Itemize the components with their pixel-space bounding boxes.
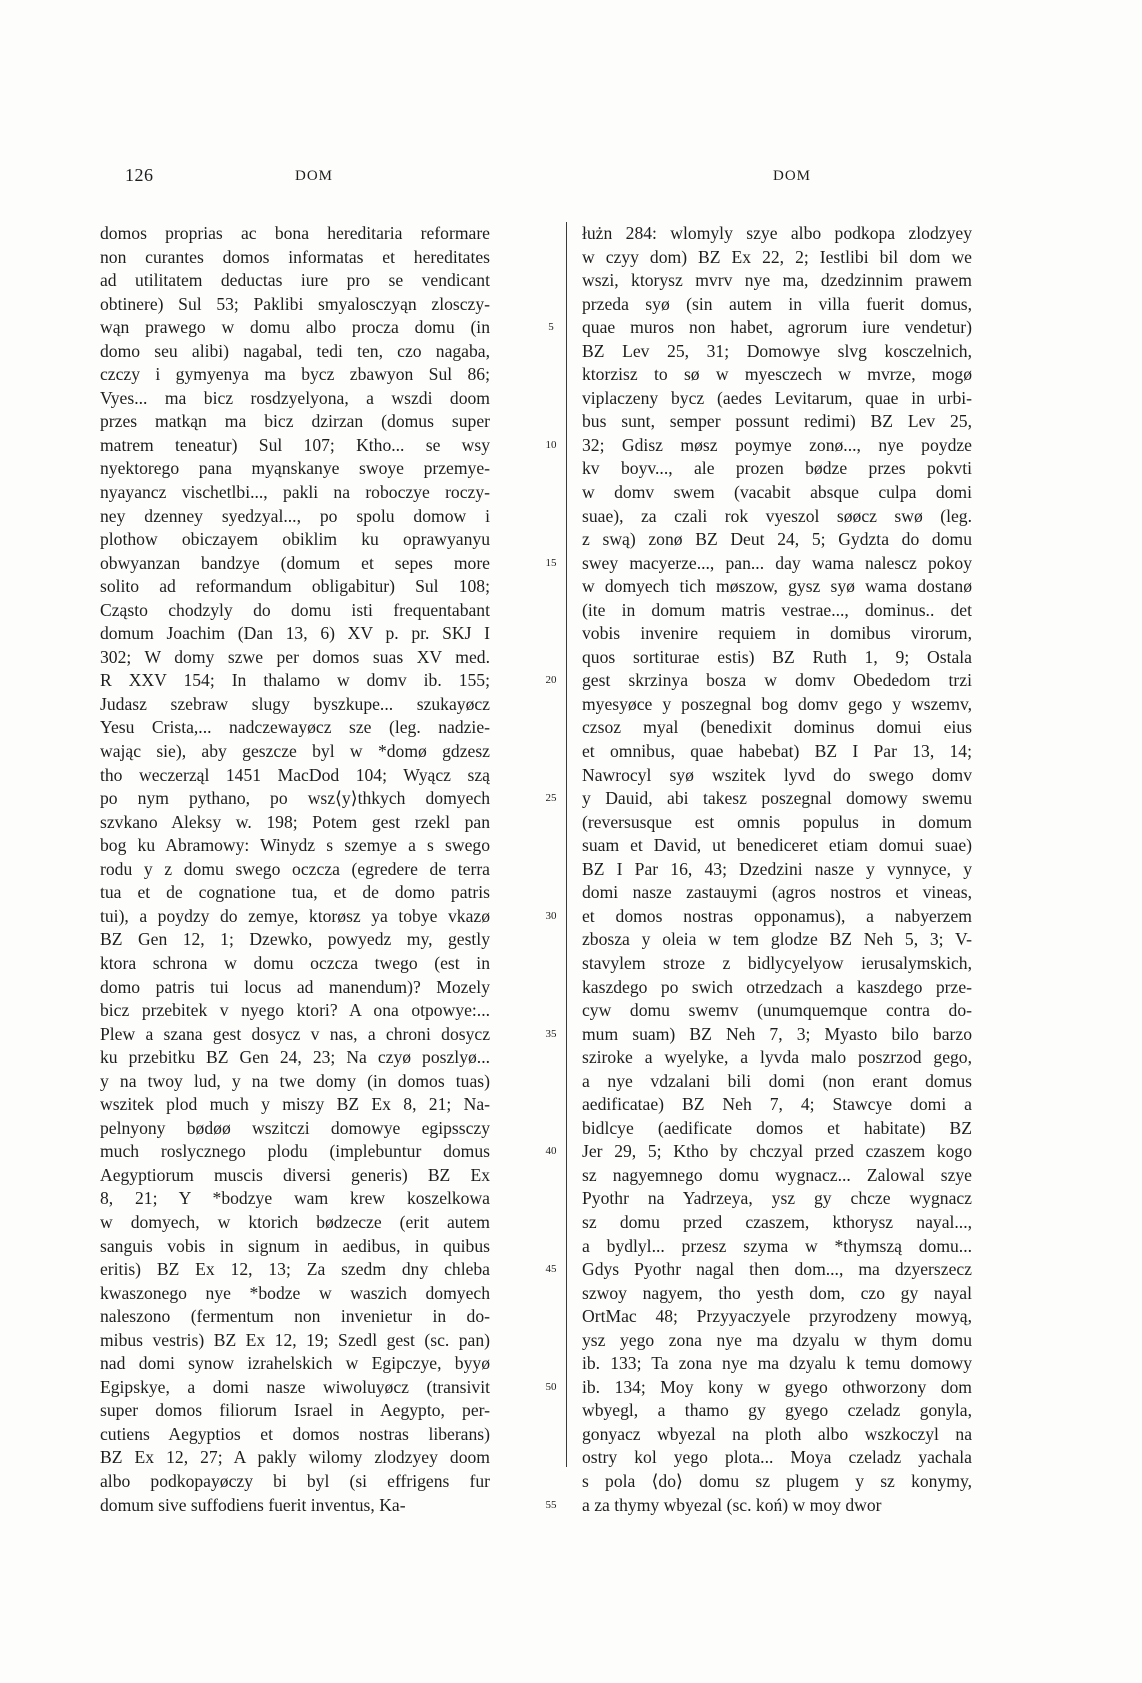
right-column	[582, 222, 972, 1517]
text-line: BZ Lev 25, 31; Domowye slvg kosczelnich,	[582, 340, 972, 361]
text-line: tua et de cognatione tua, et de domo patris	[100, 882, 490, 903]
text-line: wając sie), aby geszcze byl w *domø gdzesz	[100, 741, 490, 762]
text-line: viplaczeny bycz (aedes Levitarum, quae in urbi-	[582, 387, 972, 408]
text-line: przeda syø (sin autem in villa fuerit domus,	[582, 293, 972, 314]
line-number: 10	[545, 438, 557, 451]
text-line: plothow obiczayem obiklim ku oprawyanyu	[100, 529, 490, 550]
text-line: sz domu przed czaszem, kthorysz nayal...,	[582, 1211, 972, 1232]
line-number: 20	[545, 674, 557, 687]
text-line: matrem teneatur) Sul 107; Ktho... se wsy	[100, 434, 490, 455]
text-line: Yesu Crista,... nadczewayøcz sze (leg. nadzie-	[100, 717, 490, 738]
text-line: zbosza y oleia w tem glodze BZ Neh 5, 3; V-	[582, 929, 972, 950]
text-line: myesyøce y poszegnal bog domv gego y wszemv,	[582, 693, 972, 714]
text-line: much roslycznego plodu (implebuntur domus	[100, 1141, 490, 1162]
text-line: a za thymy wbyezal (sc. koń) w moy dwor	[582, 1494, 882, 1515]
line-number: 50	[545, 1380, 557, 1393]
text-line: kaszdego po swich otrzedzach a kaszdego prze-	[582, 976, 972, 997]
text-line: Pyothr na Yadrzeya, ysz gy chcze wygnacz	[582, 1188, 972, 1209]
text-line: rodu y z domu swego oczcza (egredere de terra	[100, 858, 490, 879]
text-line: mibus vestris) BZ Ex 12, 19; Szedl gest (sc. pan)	[100, 1329, 490, 1350]
text-line: ku przebitku BZ Gen 24, 23; Na czyø poszlyø...	[100, 1047, 490, 1068]
text-line: wąn prawego w domu albo procza domu (in	[100, 317, 490, 338]
text-line: sziroke a wyelyke, a lyvda malo poszrzod gego,	[582, 1047, 972, 1068]
line-number: 35	[545, 1027, 557, 1040]
text-line: a bydlyl... przesz szyma w *thymszą domu...	[582, 1235, 972, 1256]
line-number: 30	[545, 909, 557, 922]
text-line: domos proprias ac bona hereditaria reformare	[100, 223, 490, 243]
text-line: w domv swem (vacabit absque culpa domi	[582, 482, 972, 503]
line-number: 15	[545, 556, 557, 569]
text-line: quos sortiturae estis) BZ Ruth 1, 9; Ostala	[582, 646, 972, 667]
text-line: sz nagyemnego domu wygnacz... Zalowal szye	[582, 1164, 972, 1185]
text-line: po nym pythano, po wsz⟨y⟩thkych domyech	[100, 788, 490, 809]
text-line: bidlcye (aedificate domos et habitate) BZ	[582, 1117, 972, 1138]
text-line: kv boyv..., ale prozen bødze przes pokvti	[582, 458, 972, 479]
text-line: BZ Ex 12, 27; A pakly wilomy zlodzyey doom	[100, 1447, 490, 1468]
text-line: w domyech, w ktorich bødzecze (erit autem	[100, 1211, 490, 1232]
text-line: kwaszonego nye *bodze w waszich domyech	[100, 1282, 490, 1303]
text-line: przes matkąn ma bicz dzirzan (domus super	[100, 411, 490, 432]
text-line: quae muros non habet, agrorum iure vendetur)	[582, 317, 972, 338]
line-number: 5	[548, 321, 554, 334]
text-line: z swą) zonø BZ Deut 24, 5; Gydzta do domu	[582, 529, 972, 550]
text-line: Plew a szana gest dosycz v nas, a chroni dosycz	[100, 1023, 490, 1044]
text-line: ib. 133; Ta zona nye ma dzyalu k temu domowy	[582, 1353, 972, 1374]
text-line: naleszono (fermentum non invenietur in do-	[100, 1306, 490, 1327]
text-line: s pola ⟨do⟩ domu sz plugem y sz konymy,	[582, 1470, 972, 1491]
text-line: (reversusque est omnis populus in domum	[582, 811, 972, 832]
left-column	[100, 222, 490, 1517]
text-line: ostry kol yego plota... Moya czeladz yachala	[582, 1447, 972, 1468]
text-line: pelnyony bødøø wszitczi domowye egipssczy	[100, 1117, 490, 1138]
text-line: Aegyptiorum muscis diversi generis) BZ Ex	[100, 1164, 490, 1185]
text-line: bicz przebitek v nyego ktori? A ona otpowye:...	[100, 1000, 490, 1021]
text-line: nyektorego pana myąnskanye swoye przemye-	[100, 458, 490, 479]
text-line: czczy i gymyenya ma bycz zbawyon Sul 86;	[100, 364, 490, 385]
line-number: 40	[545, 1145, 557, 1158]
text-line: domo patris tui locus ad manendum)? Mozely	[100, 976, 490, 997]
line-number: 45	[545, 1263, 557, 1276]
text-line: tho weczerząl 1451 MacDod 104; Wyącz szą	[100, 764, 490, 785]
text-line: domo seu alibi) nagabal, tedi ten, czo nagaba,	[100, 340, 490, 361]
text-line: sanguis vobis in signum in aedibus, in quibus	[100, 1235, 490, 1256]
text-line: et domos nostras opponamus), a nabyerzem	[582, 905, 972, 926]
column-divider	[566, 222, 567, 1467]
text-line: ib. 134; Moy kony w gyego othworzony dom	[582, 1376, 972, 1397]
text-line: (ite in domum matris vestrae..., dominus.. det	[582, 599, 972, 620]
text-line: y na twoy lud, y na twe domy (in domos tuas)	[100, 1070, 490, 1091]
text-line: ad utilitatem deductas iure pro se vendicant	[100, 270, 490, 291]
text-line: w czyy dom) BZ Ex 22, 2; Iestlibi bil dom we	[582, 246, 972, 267]
text-line: gest skrzinya bosza w domv Obededom trzi	[582, 670, 972, 691]
text-line: 302; W domy szwe per domos suas XV med.	[100, 646, 490, 667]
text-line: swey macyerze..., pan... day wama nalescz pokoy	[582, 552, 972, 573]
page-number: 126	[125, 165, 154, 185]
text-line: ktorzisz to sø w myesczech w mvrze, mogø	[582, 364, 972, 385]
text-line: obtinere) Sul 53; Paklibi smyalosczyąn zlosczy-	[100, 293, 490, 314]
text-line: szvkano Aleksy w. 198; Potem gest rzekl pan	[100, 811, 490, 832]
text-line: suae), za czali rok vyeszol søøcz swø (leg.	[582, 505, 972, 526]
text-line: R XXV 154; In thalamo w domv ib. 155;	[100, 670, 490, 691]
text-line: domum Joachim (Dan 13, 6) XV p. pr. SKJ I	[100, 623, 490, 644]
text-line: Egipskye, a domi nasze wiwoluyøcz (transivit	[100, 1376, 490, 1397]
text-line: gonyacz wbyezal na ploth albo wszkoczyl na	[582, 1423, 972, 1444]
text-line: nad domi synow izrahelskich w Egipczye, byyø	[100, 1353, 490, 1374]
text-line: BZ I Par 16, 43; Dzedzini nasze y vynnyce, y	[582, 858, 972, 879]
text-line: domum sive suffodiens fuerit inventus, Ka-	[100, 1494, 406, 1515]
text-line: stavylem stroze z bidlycyelyow ierusalymskich,	[582, 952, 972, 973]
text-line: łużn 284: wlomyly szye albo podkopa zlodzyey	[582, 223, 972, 243]
text-line: bus sunt, semper possunt redimi) BZ Lev 25,	[582, 411, 972, 432]
text-line: obwyanzan bandzye (domum et sepes more	[100, 552, 490, 573]
text-line: cutiens Aegyptios et domos nostras liberans)	[100, 1423, 490, 1444]
text-line: ktora schrona w domu oczcza twego (est in	[100, 952, 490, 973]
text-line: szwoy nagyem, tho yesth dom, czo gy nayal	[582, 1282, 972, 1303]
text-line: solito ad reformandum obligabitur) Sul 108;	[100, 576, 490, 597]
text-line: a nye vdzalani bili domi (non erant domus	[582, 1070, 972, 1091]
text-line: OrtMac 48; Przyyaczyele przyrodzeny mowyą,	[582, 1306, 972, 1327]
text-line: mum suam) BZ Neh 7, 3; Myasto bilo barzo	[582, 1023, 972, 1044]
text-line: cyw domu swemv (unumquemque contra do-	[582, 1000, 972, 1021]
text-line: Jer 29, 5; Ktho by chczyal przed czaszem kogo	[582, 1141, 972, 1162]
running-head-right: DOM	[773, 168, 812, 184]
text-line: vobis invenire requiem in domibus virorum,	[582, 623, 972, 644]
text-line: aedificatae) BZ Neh 7, 4; Stawcye domi a	[582, 1094, 972, 1115]
text-line: wbyegl, a thamo gy gyego czeladz gonyla,	[582, 1400, 972, 1421]
text-line: nyayancz vischetlbi..., pakli na roboczye roczy-	[100, 482, 490, 503]
text-line: czsoz myal (benedixit dominus domui eius	[582, 717, 972, 738]
text-line: ney dzenney syedzyal..., po spolu domow i	[100, 505, 490, 526]
text-line: 8, 21; Y *bodzye wam krew koszelkowa	[100, 1188, 490, 1209]
text-line: wszi, ktorysz mvrv nye ma, dzedzinnim prawem	[582, 270, 972, 291]
running-head-left: DOM	[295, 168, 334, 184]
text-line: 32; Gdisz møsz poymye zonø..., nye poydze	[582, 434, 972, 455]
text-line: et omnibus, quae habebat) BZ I Par 13, 14;	[582, 741, 972, 762]
text-line: tui), a poydzy do zemye, ktorøsz ya tobye vkazø	[100, 905, 490, 926]
text-line: Vyes... ma bicz rosdzyelyona, a wszdi doom	[100, 387, 490, 408]
text-line: BZ Gen 12, 1; Dzewko, powyedz my, gestly	[100, 929, 490, 950]
text-line: domi nasze zastauymi (agros nostros et vineas,	[582, 882, 972, 903]
text-line: eritis) BZ Ex 12, 13; Za szedm dny chleba	[100, 1259, 490, 1280]
text-line: w domyech tich møszow, gysz syø wama dostanø	[582, 576, 972, 597]
text-line: y Dauid, abi takesz poszegnal domowy swemu	[582, 788, 972, 809]
text-line: Cząsto chodzyly do domu isti frequentabant	[100, 599, 490, 620]
text-line: Gdys Pyothr nagal then dom..., ma dzyerszecz	[582, 1259, 972, 1280]
text-line: wszitek plod much y miszy BZ Ex 8, 21; Na-	[100, 1094, 490, 1115]
text-line: Nawrocyl syø wszitek lyvd do swego domv	[582, 764, 972, 785]
text-line: ysz yego zona nye ma dzyalu w thym domu	[582, 1329, 972, 1350]
line-number: 55	[545, 1498, 557, 1511]
line-number: 25	[545, 792, 557, 805]
text-line: non curantes domos informatas et hereditates	[100, 246, 490, 267]
text-line: albo podkopayøczy bi byl (si effrigens fur	[100, 1470, 490, 1491]
text-line: Judasz szebraw slugy byszkupe... szukayøcz	[100, 693, 490, 714]
text-line: bog ku Abramowy: Winydz s szemye a s swego	[100, 835, 490, 856]
text-line: suam et David, ut benediceret etiam domui suae)	[582, 835, 972, 856]
text-line: super domos filiorum Israel in Aegypto, per-	[100, 1400, 490, 1421]
